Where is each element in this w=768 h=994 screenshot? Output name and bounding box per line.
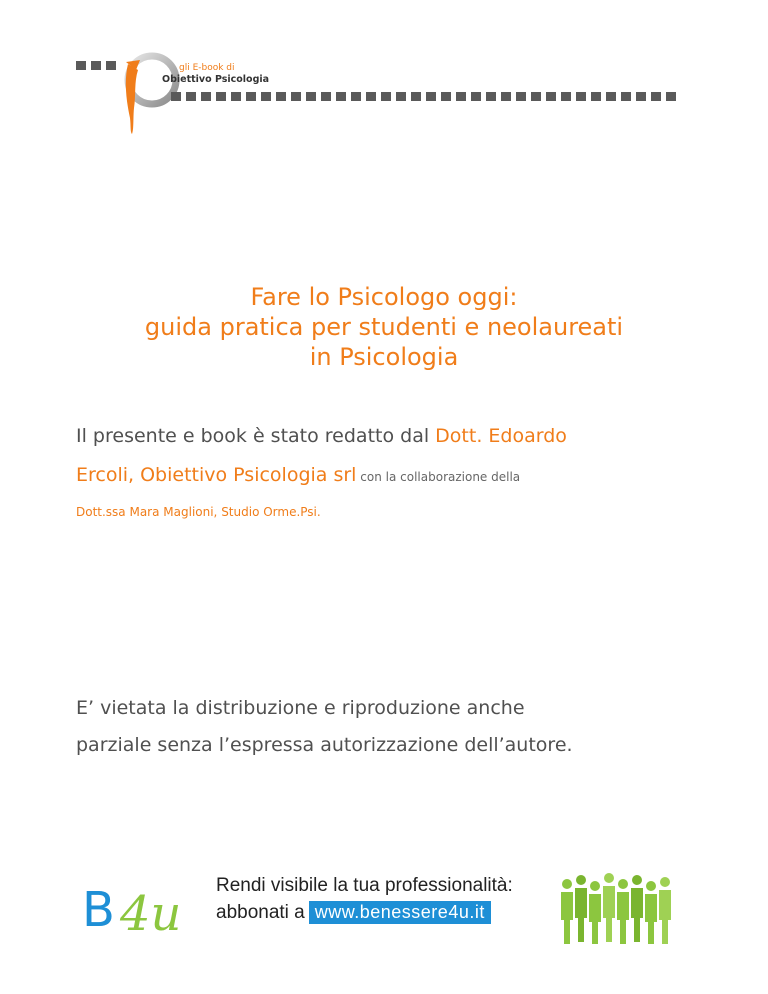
title-line-3: in Psicologia [309, 343, 459, 371]
credits-line-2 [76, 464, 520, 486]
header-squares-right [171, 92, 676, 101]
b4u-logo-4u: 4u [120, 886, 182, 942]
author-name-part2: Ercoli, Obiettivo Psicologia srl [76, 464, 357, 486]
banner-subscribe-prefix: abbonati a [216, 901, 305, 923]
obiettivo-psicologia-logo [0, 0, 768, 150]
banner-subscribe [216, 901, 491, 924]
credits-intro: Il presente e book è stato redatto dal [76, 425, 436, 447]
collaboration-text: con la collaborazione della [356, 470, 521, 484]
notice-line-1: E’ vietata la distribuzione e riproduzione anche [76, 697, 525, 719]
logo-subtitle: gli E-book di [179, 63, 235, 73]
author-name-part1: Dott. Edoardo [435, 425, 567, 447]
collaborator-name: Dott.ssa Mara Maglioni, Studio Orme.Psi. [76, 505, 321, 519]
notice-line-2: parziale senza l’espressa autorizzazione dell’autore. [76, 734, 573, 756]
b4u-logo [80, 876, 190, 946]
banner-headline: Rendi visibile la tua professionalità: [216, 875, 513, 896]
credits-line-1 [76, 425, 567, 447]
title-line-2: guida pratica per studenti e neolaureati [144, 313, 624, 341]
document-title [80, 282, 688, 372]
title-line-1: Fare lo Psicologo oggi: [250, 283, 518, 311]
copyright-notice [76, 690, 696, 764]
benessere4u-banner[interactable] [0, 860, 768, 960]
benessere4u-link[interactable]: www.benessere4u.it [309, 901, 491, 924]
logo-title: Obiettivo Psicologia [162, 74, 270, 85]
b4u-logo-b: B [82, 882, 115, 938]
people-group-icon [556, 870, 686, 946]
ebook-header [0, 0, 768, 150]
